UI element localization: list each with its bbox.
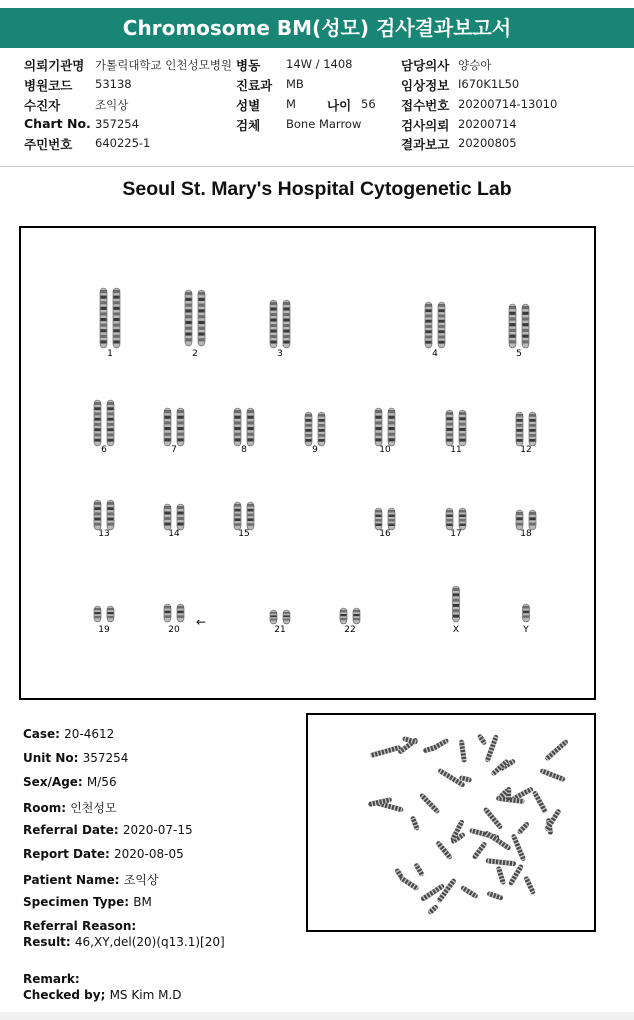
chromosome-17 <box>446 508 466 530</box>
clinical-value: I670K1L50 <box>458 77 520 91</box>
chromosome-14 <box>164 504 184 530</box>
hospital-code-value: 53138 <box>95 77 132 91</box>
chromosome-20 <box>164 604 184 622</box>
case-value: 20-4612 <box>64 727 115 741</box>
chromosome-13 <box>94 500 114 530</box>
referral-date-value: 2020-07-15 <box>122 823 193 837</box>
chromosome-label-3: 3 <box>277 349 283 359</box>
dept-label: 진료과 <box>236 78 273 93</box>
chromosome-10 <box>375 408 395 446</box>
chromosome-label-7: 7 <box>171 445 177 455</box>
sexage-value: M/56 <box>86 775 117 789</box>
id-value: 640225-1 <box>95 136 151 150</box>
doctor-label: 담당의사 <box>401 58 450 73</box>
chromosome-7 <box>164 408 184 446</box>
chromosome-label-20: 20 <box>168 625 180 635</box>
metaphase-chromosome <box>485 734 500 763</box>
sex-label: 성별 <box>236 98 261 113</box>
footer-bar <box>0 1012 634 1020</box>
report-title: Chromosome BM(성모) 검사결과보고서 <box>0 8 634 48</box>
report-date-value-2: 2020-08-05 <box>113 847 184 861</box>
chromosome-label-12: 12 <box>520 445 532 455</box>
chromosome-label-22: 22 <box>344 625 356 635</box>
lab-title: Seoul St. Mary's Hospital Cytogenetic Lab <box>122 178 512 200</box>
metaphase-chromosome <box>410 815 420 831</box>
chromosome-label-14: 14 <box>168 529 180 539</box>
metaphase-chromosome <box>419 792 441 814</box>
karyogram-image <box>21 228 594 698</box>
checked-value: MS Kim M.D <box>109 988 182 1002</box>
hospital-code-label: 병원코드 <box>24 78 73 93</box>
metaphase-chromosome <box>485 858 516 866</box>
chromosome-21 <box>270 610 290 624</box>
referral-date-line: Referral Date: 2020-07-15 <box>23 823 193 837</box>
room-value: 인천성모 <box>70 801 117 815</box>
chromosome-16 <box>375 508 395 530</box>
chromosome-label-x: X <box>452 625 460 635</box>
metaphase-chromosome <box>508 864 524 887</box>
chromosome-label-2: 2 <box>192 349 198 359</box>
specimen-label: 검체 <box>236 118 261 133</box>
report-date-label: 결과보고 <box>401 137 450 152</box>
dept-value: MB <box>286 77 304 91</box>
chromosome-label-21: 21 <box>274 625 286 635</box>
chromosome-label-11: 11 <box>450 445 462 455</box>
metaphase-chromosome <box>477 733 488 745</box>
ward-value: 14W / 1408 <box>286 57 353 71</box>
age-label: 나이 <box>327 98 352 113</box>
chart-label: Chart No. <box>24 116 91 131</box>
ward-label: 병동 <box>236 58 261 73</box>
sex-value: M <box>286 97 296 111</box>
metaphase-chromosome <box>544 739 569 762</box>
chromosome-22 <box>340 608 360 624</box>
chromosome-1 <box>100 288 120 348</box>
chromosome-15 <box>234 502 254 530</box>
receipt-label: 접수번호 <box>401 98 450 113</box>
chromosome-label-16: 16 <box>379 529 391 539</box>
chromosome-label-4: 4 <box>432 349 438 359</box>
chromosome-6 <box>94 400 114 446</box>
patient-label: 수진자 <box>24 98 61 113</box>
report-date-value: 20200805 <box>458 136 517 150</box>
metaphase-chromosome <box>532 790 548 814</box>
institution-value: 가톨릭대학교 인천성모병원 <box>95 58 232 72</box>
checked-line: Checked by; MS Kim M.D <box>23 988 182 1002</box>
chromosome-2 <box>185 290 205 346</box>
receipt-value: 20200714-13010 <box>458 97 558 111</box>
chromosome-label-5: 5 <box>516 349 522 359</box>
chromosome-4 <box>425 302 445 348</box>
chromosome-18 <box>516 510 536 530</box>
metaphase-chromosome <box>496 866 506 885</box>
unit-line: Unit No: 357254 <box>23 751 129 765</box>
sexage-line: Sex/Age: M/56 <box>23 775 117 789</box>
patient-name-line: Patient Name: 조익상 <box>23 873 159 887</box>
remark-line: Remark: <box>23 972 80 986</box>
institution-label: 의뢰기관명 <box>24 58 85 73</box>
case-line: Case: 20-4612 <box>23 727 115 741</box>
metaphase-chromosome <box>511 833 527 861</box>
id-label: 주민번호 <box>24 137 73 152</box>
chromosome-label-13: 13 <box>98 529 110 539</box>
metaphase-chromosome <box>413 862 425 877</box>
clinical-label: 임상정보 <box>401 78 450 93</box>
metaphase-chromosome <box>435 840 453 860</box>
request-value: 20200714 <box>458 117 517 131</box>
referral-reason-line: Referral Reason: <box>23 919 137 933</box>
metaphase-image <box>306 713 596 932</box>
metaphase-chromosome <box>427 904 439 915</box>
request-label: 검사의뢰 <box>401 118 450 133</box>
chromosome-label-17: 17 <box>450 529 462 539</box>
specimen-value: Bone Marrow <box>286 117 362 131</box>
doctor-value: 양승아 <box>458 58 492 72</box>
result-line: Result: 46,XY,del(20)(q13.1)[20] <box>23 935 225 949</box>
chromosome-label-1: 1 <box>107 349 113 359</box>
unit-value: 357254 <box>82 751 129 765</box>
metaphase-chromosome <box>459 739 467 762</box>
chromosome-8 <box>234 408 254 446</box>
chromosome-5 <box>509 304 529 348</box>
result-value: 46,XY,del(20)(q13.1)[20] <box>74 935 225 949</box>
chromosome-label-15: 15 <box>238 529 250 539</box>
patient-name-value: 조익상 <box>123 873 159 887</box>
chromosome-label-9: 9 <box>312 445 318 455</box>
chromosome-label-6: 6 <box>101 445 107 455</box>
specimen-type-value: BM <box>133 895 152 909</box>
header-divider <box>0 166 634 167</box>
metaphase-chromosome <box>484 830 512 851</box>
chromosome-label-18: 18 <box>520 529 532 539</box>
deletion-arrow: ← <box>196 615 207 629</box>
patient-value: 조익상 <box>95 98 129 112</box>
metaphase-spread <box>308 715 594 930</box>
chromosome-9 <box>305 412 325 446</box>
chart-value: 357254 <box>95 117 139 131</box>
metaphase-chromosome <box>539 768 565 782</box>
metaphase-chromosome <box>523 876 536 896</box>
metaphase-chromosome <box>460 885 479 899</box>
specimen-type-line: Specimen Type: BM <box>23 895 152 909</box>
chromosome-19 <box>94 606 114 622</box>
report-date-line: Report Date: 2020-08-05 <box>23 847 184 861</box>
chromosome-3 <box>270 300 290 348</box>
room-line: Room: 인천성모 <box>23 801 117 815</box>
metaphase-chromosome <box>423 745 437 754</box>
chromosome-12 <box>516 412 536 446</box>
chromosome-label-19: 19 <box>98 625 110 635</box>
chromosome-label-8: 8 <box>241 445 247 455</box>
metaphase-chromosome <box>483 807 504 830</box>
metaphase-chromosome <box>370 745 401 758</box>
age-value: 56 <box>361 97 376 111</box>
karyogram <box>19 226 596 700</box>
metaphase-chromosome <box>516 821 530 835</box>
chromosome-x <box>453 586 460 622</box>
chromosome-label-y: Y <box>523 625 529 635</box>
metaphase-chromosome <box>472 841 488 860</box>
chromosome-y <box>523 604 530 622</box>
chromosome-11 <box>446 410 466 446</box>
metaphase-chromosome <box>486 891 503 901</box>
metaphase-chromosome <box>399 875 420 891</box>
chromosome-label-10: 10 <box>379 445 391 455</box>
patient-info-panel <box>0 48 634 166</box>
